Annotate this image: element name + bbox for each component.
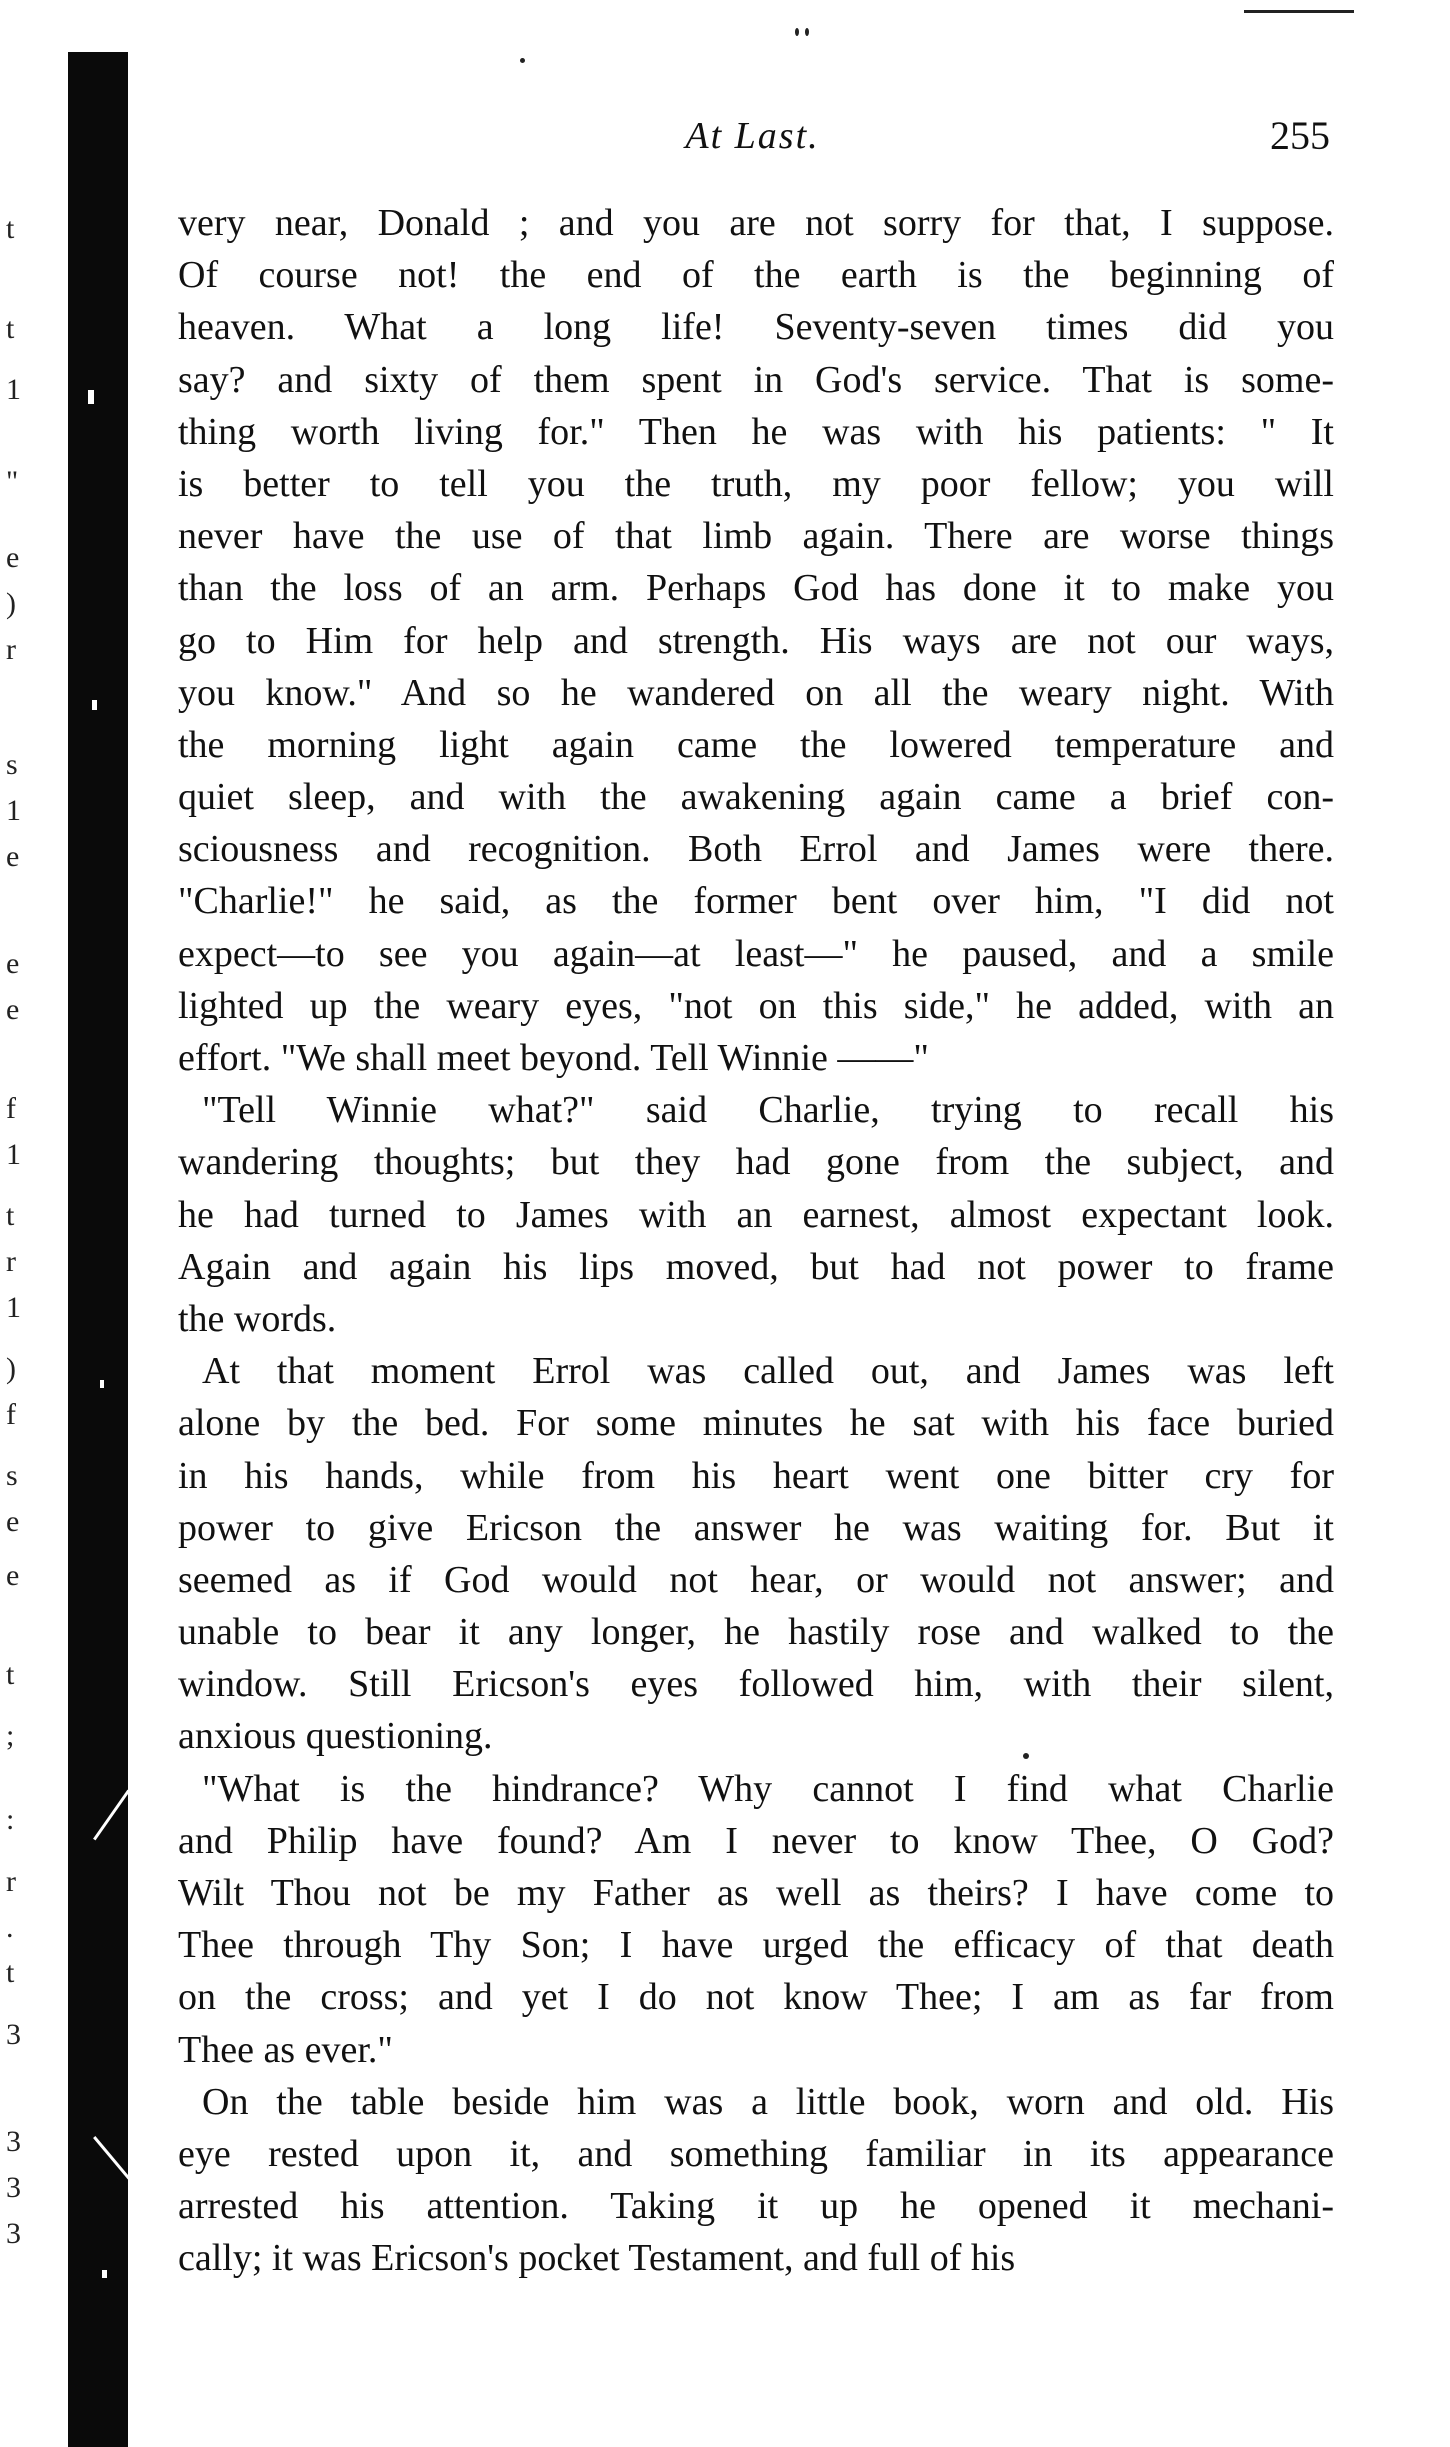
paragraph (178, 2076, 1334, 2285)
speck (520, 58, 525, 63)
text-line: expect—to see you again—at least—" he paused, and a smile (178, 932, 1334, 975)
paragraph (178, 1763, 1334, 2076)
text-line: Wilt Thou not be my Father as well as theirs? I have come to (178, 1872, 1334, 1914)
text-line: unable to bear it any longer, he hastily rose and walked to the (178, 1611, 1334, 1654)
margin-fragment: r (6, 1865, 16, 1898)
paragraph (178, 1345, 1334, 1763)
text-line: Thee through Thy Son; I have urged the efficacy of that death (178, 1924, 1334, 1967)
text-line: and Philip have found? Am I never to know Thee, O God? (178, 1819, 1334, 1862)
text-line: Again and again his lips moved, but had not power to frame (178, 1245, 1334, 1288)
text-line: Thee as ever." (178, 2028, 393, 2071)
text-line: alone by the bed. For some minutes he sat with his face buried (178, 1402, 1334, 1445)
margin-fragment: t (6, 212, 15, 245)
paragraph (178, 1084, 1334, 1345)
text-line: quiet sleep, and with the awakening again came a brief con- (178, 776, 1334, 819)
text-line: arrested his attention. Taking it up he opened it mechani- (178, 2185, 1334, 2228)
running-title: At Last. (685, 115, 820, 157)
margin-fragment: ) (6, 587, 16, 620)
text-line: he had turned to James with an earnest, almost expectant look. (178, 1193, 1334, 1236)
margin-fragment: t (6, 1658, 15, 1691)
margin-fragment: e (6, 993, 20, 1026)
margin-fragment: 3 (6, 2125, 21, 2158)
text-line: "Charlie!" he said, as the former bent over him, "I did not (178, 880, 1334, 923)
text-line: heaven. What a long life! Seventy-seven times did you (178, 306, 1334, 349)
margin-fragment: f (6, 1398, 16, 1431)
page-header (175, 112, 1330, 172)
margin-fragment: . (6, 1911, 14, 1944)
text-line: go to Him for help and strength. His ways are not our ways, (178, 619, 1334, 662)
text-line: anxious questioning. (178, 1715, 493, 1758)
margin-fragment: t (6, 1956, 15, 1989)
text-line: than the loss of an arm. Perhaps God has done it to make you (178, 567, 1334, 610)
text-line: the morning light again came the lowered temperature and (178, 723, 1334, 766)
margin-fragment: e (6, 1505, 20, 1538)
text-line: lighted up the weary eyes, "not on this side," he added, with an (178, 984, 1334, 1027)
margin-fragment: 3 (6, 2217, 21, 2250)
text-line: cally; it was Ericson's pocket Testament, and full of his (178, 2237, 1016, 2280)
paragraph (178, 197, 1334, 1084)
gutter-notch (88, 390, 94, 404)
text-line: On the table beside him was a little book, worn and old. His (202, 2080, 1334, 2123)
margin-fragment: t (6, 1199, 15, 1232)
margin-fragment: ) (6, 1352, 16, 1385)
gutter-notch (92, 700, 97, 710)
text-line: the words. (178, 1297, 337, 1340)
margin-fragment: s (6, 748, 18, 781)
margin-fragment: t (6, 312, 15, 345)
margin-fragments (6, 0, 66, 2447)
margin-fragment: 1 (6, 794, 21, 827)
text-line: window. Still Ericson's eyes followed him, with their silent, (178, 1663, 1334, 1706)
text-line: eye rested upon it, and something familiar in its appearance (178, 2132, 1334, 2175)
top-rule (1244, 10, 1354, 13)
margin-fragment: 1 (6, 1291, 21, 1324)
body-text (178, 197, 1334, 2285)
margin-fragment: : (6, 1803, 15, 1836)
margin-fragment: " (6, 465, 19, 498)
margin-fragment: 3 (6, 2018, 21, 2051)
speck (805, 28, 809, 36)
margin-fragment: e (6, 840, 20, 873)
margin-fragment: e (6, 541, 20, 574)
margin-fragment: r (6, 633, 16, 666)
text-line: in his hands, while from his heart went one bitter cry for (178, 1454, 1334, 1497)
text-line: At that moment Errol was called out, and James was left (202, 1350, 1334, 1393)
margin-fragment: r (6, 1245, 16, 1278)
margin-fragment: s (6, 1459, 18, 1492)
text-line: thing worth living for." Then he was with his patients: " It (178, 410, 1334, 453)
margin-fragment: 1 (6, 1138, 21, 1171)
text-line: is better to tell you the truth, my poor fellow; you will (178, 462, 1334, 505)
text-line: seemed as if God would not hear, or would not answer; and (178, 1558, 1334, 1601)
text-line: wandering thoughts; but they had gone from the subject, and (178, 1141, 1334, 1184)
text-line: on the cross; and yet I do not know Thee; I am as far from (178, 1976, 1334, 2019)
margin-fragment: ; (6, 1719, 15, 1752)
text-line: "What is the hindrance? Why cannot I find what Charlie (202, 1767, 1334, 1810)
page-number: 255 (1270, 113, 1330, 158)
binding-gutter (68, 52, 128, 2447)
text-line: sciousness and recognition. Both Errol and James were there. (178, 828, 1334, 871)
text-line: power to give Ericson the answer he was waiting for. But it (178, 1506, 1334, 1549)
margin-fragment: f (6, 1092, 16, 1125)
gutter-notch (102, 2270, 107, 2278)
text-line: very near, Donald ; and you are not sorry for that, I suppose. (178, 202, 1334, 244)
text-line: effort. "We shall meet beyond. Tell Winnie ——" (178, 1037, 929, 1079)
text-line: say? and sixty of them spent in God's service. That is some- (178, 358, 1334, 401)
text-line: "Tell Winnie what?" said Charlie, trying to recall his (202, 1089, 1334, 1132)
margin-fragment: 1 (6, 373, 21, 406)
margin-fragment: 3 (6, 2171, 21, 2204)
margin-fragment: e (6, 1559, 20, 1592)
gutter-notch (100, 1380, 104, 1388)
margin-fragment: e (6, 947, 20, 980)
text-line: never have the use of that limb again. There are worse things (178, 515, 1334, 558)
text-line: you know." And so he wandered on all the weary night. With (178, 671, 1334, 714)
text-line: Of course not! the end of the earth is the beginning of (178, 254, 1334, 297)
speck (795, 28, 799, 36)
